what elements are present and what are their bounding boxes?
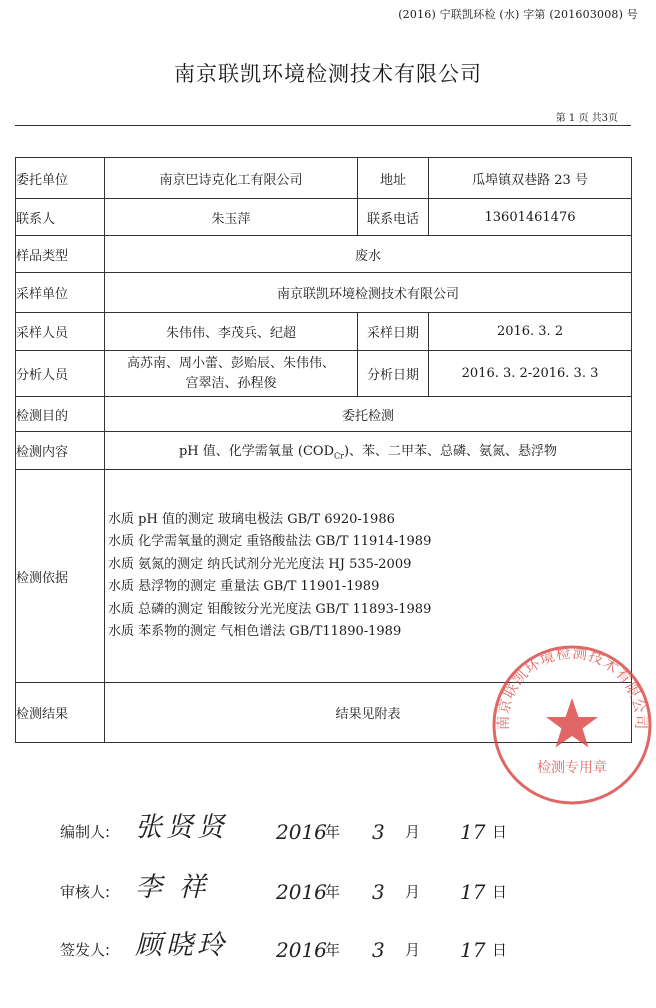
reviewer-month-unit: 月 [405,883,421,901]
seal-star-icon [546,698,598,748]
reviewer-day-unit: 日 [492,883,508,901]
issuer-signature: 顾晓玲 [135,930,228,961]
samplers-label: 采样人员 [16,313,105,351]
seal-inner-text: 检测专用章 [537,760,607,776]
signature-row-issuer [0,908,656,968]
basis-label: 检测依据 [16,470,105,683]
issuer-day-unit: 日 [492,941,508,959]
compiler-day: 17 [460,820,486,844]
content-label: 检测内容 [16,432,105,470]
table-row [16,397,632,432]
content-prefix: pH 值、化学需氧量 (COD [178,444,334,460]
purpose-value: 委托检测 [105,397,632,432]
basis-item: 水质 苯系物的测定 气相色谱法 GB/T11890-1989 [108,624,402,639]
table-row [16,236,632,273]
table-row [16,199,632,236]
issuer-label: 签发人: [60,941,111,959]
samplers-value: 朱伟伟、李茂兵、纪超 [105,313,358,351]
reviewer-day: 17 [460,880,486,904]
result-value: 结果见附表 [105,683,632,743]
compiler-month: 3 [372,820,385,844]
table-row [16,432,632,470]
document-number: (2016) 宁联凯环检 (水) 字第 (201603008) 号 [398,8,638,21]
issuer-year: 2016 [276,938,327,962]
compiler-year-unit: 年 [325,823,341,841]
basis-item: 水质 pH 值的测定 玻璃电极法 GB/T 6920-1986 [108,511,395,527]
reviewer-year: 2016 [276,880,327,904]
compiler-signature: 张贤贤 [135,812,228,843]
table-row [16,313,632,351]
table-row [16,351,632,397]
content-suffix: )、苯、二甲苯、总磷、氨氮、悬浮物 [343,444,558,460]
address-label: 地址 [358,158,429,199]
client-label: 委托单位 [16,158,105,199]
signature-row-reviewer [0,850,656,910]
page-title: 南京联凯环境检测技术有限公司 [174,62,482,86]
reviewer-signature: 李 祥 [135,872,210,903]
contact-label: 联系人 [16,199,105,236]
phone-value: 13601461476 [429,199,632,236]
issuer-year-unit: 年 [325,941,341,959]
purpose-label: 检测目的 [16,397,105,432]
compiler-month-unit: 月 [405,823,421,841]
page-indicator: 第 1 页 共3页 [555,113,618,124]
signature-row-compiler [0,790,656,850]
table-row [16,158,632,199]
issuer-month-unit: 月 [405,941,421,959]
sample-type-label: 样品类型 [16,236,105,273]
company-seal-stamp [487,640,656,810]
issuer-day: 17 [460,938,486,962]
reviewer-year-unit: 年 [325,883,341,901]
analysis-date-label: 分析日期 [358,351,429,397]
result-label: 检测结果 [16,683,105,743]
analysts-label: 分析人员 [16,351,105,397]
content-value [105,432,632,470]
basis-item: 水质 总磷的测定 钼酸铵分光光度法 GB/T 11893-1989 [108,601,432,617]
client-value: 南京巴诗克化工有限公司 [105,158,358,199]
reviewer-label: 审核人: [60,883,111,901]
phone-label: 联系电话 [358,199,429,236]
seal-outer-text: 南京联凯环境检测技术有限公司 [495,645,649,731]
sampling-date-value: 2016. 3. 2 [429,313,632,351]
compiler-label: 编制人: [60,823,111,841]
basis-item: 水质 氨氮的测定 纳氏试剂分光光度法 HJ 535-2009 [108,556,412,572]
header-divider [15,125,631,126]
compiler-year: 2016 [276,820,327,844]
address-value: 瓜埠镇双巷路 23 号 [429,158,632,199]
analysis-date-value: 2016. 3. 2-2016. 3. 3 [429,351,632,397]
sample-type-value: 废水 [105,236,632,273]
issuer-month: 3 [372,938,385,962]
content-subscript: Cr [334,451,344,461]
sampling-unit-label: 采样单位 [16,273,105,313]
table-row [16,273,632,313]
sampling-date-label: 采样日期 [358,313,429,351]
contact-value: 朱玉萍 [105,199,358,236]
compiler-day-unit: 日 [492,823,508,841]
analysts-line-1: 高苏南、周小蕾、彭贻辰、朱伟伟、 [127,355,336,371]
reviewer-month: 3 [372,880,385,904]
signature-section [0,790,656,1008]
analysts-value [105,351,358,397]
analysts-line-2: 宫翠洁、孙程俊 [185,375,277,391]
sampling-unit-value: 南京联凯环境检测技术有限公司 [105,273,632,313]
basis-item: 水质 化学需氧量的测定 重铬酸盐法 GB/T 11914-1989 [108,534,432,549]
basis-item: 水质 悬浮物的测定 重量法 GB/T 11901-1989 [108,579,380,594]
